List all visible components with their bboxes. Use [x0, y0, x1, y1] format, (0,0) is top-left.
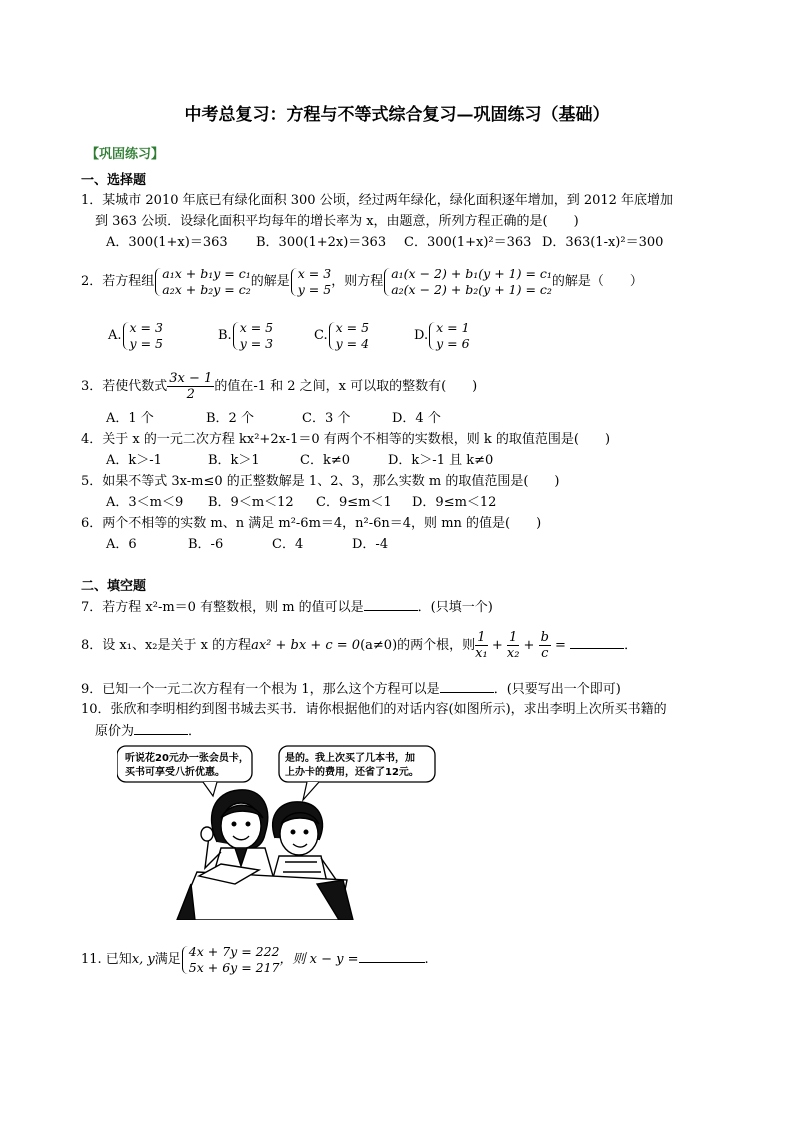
- q10-line2: [95, 722, 201, 741]
- q3-suffix: 的值在-1 和 2 之间，x 可以取的整数有( ): [214, 379, 478, 394]
- q2-mid2: ，则方程: [331, 274, 384, 289]
- q10-prefix: 原价为: [95, 724, 135, 739]
- section-choice-heading: 一、选择题: [81, 173, 147, 188]
- q2-stem: [81, 264, 643, 300]
- q4-stem: 4．关于 x 的一元二次方程 kx²+2x-1＝0 有两个不相等的实数根，则 k 的取值范围是( ): [81, 432, 611, 447]
- q8-f3-denominator: c: [541, 646, 549, 661]
- q5-stem: 5．如果不等式 3x-m≤0 的正整数解是 1、2、3，那么实数 m 的取值范围是( ): [81, 474, 560, 489]
- q9-answer-blank: [440, 680, 494, 693]
- q2-suffix: 的解是（ ）: [551, 274, 643, 289]
- q2-option-d-y: y = 6: [436, 335, 470, 351]
- q1-option-a: A．300(1+x)＝363: [106, 235, 228, 250]
- q2-option-d: [414, 318, 470, 354]
- q3-option-b: B．2 个: [206, 411, 254, 426]
- q7-suffix: ．(只填一个): [417, 600, 493, 615]
- q2-option-a-y: y = 5: [129, 335, 163, 351]
- q3-option-a: A．1 个: [106, 411, 154, 426]
- q3-stem: [81, 370, 477, 404]
- q8-answer-blank: [570, 636, 624, 649]
- q2-system-2: [383, 266, 552, 298]
- q11-stem: [81, 940, 429, 980]
- q8-stem: 8．设 x₁、x₂是关于 x 的方程ax² + bx + c = 0(a≠0)的两个根，则 $\frac{1}{\text{x₁}}$ + $\frac{1}{\text{x₂}}$ + $\frac{b}{c}$ = ．: [81, 630, 638, 661]
- q2-system-2-eq2: a₂(x − 2) + b₂(y + 1) = c₂: [391, 281, 552, 297]
- q3-numerator: 3x − 1: [169, 371, 213, 386]
- q7-prefix: 7．若方程 x²-m＝0 有整数根，则 m 的值可以是: [81, 600, 364, 615]
- q2-system-1: [154, 266, 250, 298]
- q5-option-c: C．9≤m＜1: [316, 495, 392, 510]
- q3-fraction: [167, 371, 214, 402]
- q6-option-d: D．-4: [352, 537, 389, 552]
- q2-option-b: [218, 318, 314, 354]
- q11-eq1: 4x + 7y = 222: [188, 943, 280, 959]
- q4-option-b: B．k＞1: [208, 453, 260, 468]
- q8-f3-numerator: b: [540, 630, 549, 645]
- q8-f2-numerator: 1: [507, 630, 520, 646]
- q4-option-c: C．k≠0: [300, 453, 350, 468]
- q8-suffix: ．: [624, 638, 638, 653]
- q2-option-a: [108, 318, 218, 354]
- q5-option-d: D．9≤m＜12: [412, 495, 497, 510]
- dialogue-cartoon: [117, 744, 439, 920]
- q8-f1-numerator: 1: [475, 630, 488, 646]
- q5-option-a: A．3＜m＜9: [106, 495, 184, 510]
- practice-label: 【巩固练习】: [86, 147, 165, 162]
- q11-suffix: .: [424, 952, 429, 967]
- left-bubble-tail: [203, 782, 217, 796]
- q4-option-d: D．k＞-1 且 k≠0: [388, 453, 494, 468]
- q10-line1: 10．张欣和李明相约到图书城去买书．请你根据他们的对话内容(如图所示)，求出李明上次所买书籍的: [81, 702, 667, 717]
- q11-variables: x, y: [131, 952, 155, 967]
- q3-prefix: 3．若使代数式: [81, 379, 168, 394]
- q9-stem: [81, 680, 621, 699]
- q8-f1-denominator: x₁: [475, 646, 488, 661]
- right-bubble-line1: 是的。我上次买了几本书，加: [285, 753, 415, 764]
- q6-option-b: B．-6: [188, 537, 224, 552]
- q8-f2-denominator: x₂: [506, 646, 520, 661]
- q11-mid: 满足: [154, 952, 181, 967]
- q2-options: [108, 318, 470, 354]
- q2-system-1-eq2: a₂x + b₂y = c₂: [162, 281, 251, 297]
- q8-equation: ax² + bx + c = 0: [251, 638, 361, 653]
- q1-line2: 到 363 公顷．设绿化面积平均每年的增长率为 x，由题意，所列方程正确的是( ): [95, 214, 579, 229]
- q2-mid1: 的解是: [250, 274, 290, 289]
- q2-option-b-y: y = 3: [239, 335, 274, 351]
- section-fill-heading: 二、填空题: [81, 579, 147, 594]
- q8-fraction-3: [539, 630, 551, 661]
- q7-answer-blank: [364, 598, 418, 611]
- q4-option-a: A．k＞-1: [106, 453, 162, 468]
- q1-options: [106, 234, 663, 252]
- q2-system-1-eq1: a₁x + b₁y = c₁: [162, 265, 251, 281]
- q3-options: [106, 410, 441, 428]
- q6-stem: 6．两个不相等的实数 m、n 满足 m²-6m＝4，n²-6n＝4，则 mn 的值是( ): [81, 516, 542, 531]
- q10-suffix: ．: [188, 724, 202, 739]
- q2-option-b-label: B.: [218, 328, 232, 343]
- q2-option-d-label: D.: [414, 328, 429, 343]
- right-bubble-tail: [303, 782, 319, 800]
- q5-options: [106, 494, 496, 512]
- q3-option-d: D．4 个: [392, 411, 441, 426]
- q2-option-a-x: x = 3: [129, 319, 163, 335]
- left-bubble-line1: 听说花20元办一张会员卡，: [125, 753, 249, 764]
- q1-line1: 1．某城市 2010 年底已有绿化面积 300 公顷，经过两年绿化，绿化面积逐年增加，到 2012 年底增加: [81, 193, 674, 208]
- q5-option-b: B．9＜m＜12: [208, 495, 294, 510]
- q2-option-c: [314, 318, 414, 354]
- q9-suffix: ．(只要写出一个即可): [493, 682, 621, 697]
- q2-option-a-label: A.: [108, 328, 122, 343]
- q8-fraction-2: [507, 630, 520, 661]
- q2-option-c-x: x = 5: [335, 319, 370, 335]
- page-title: 中考总复习：方程与不等式综合复习—巩固练习（基础）: [184, 105, 610, 125]
- q2-prefix: 2．若方程组: [81, 274, 155, 289]
- q1-option-c: C．300(1+x)²＝363: [404, 235, 532, 250]
- q2-option-b-system: [232, 320, 273, 352]
- q2-solution: [290, 266, 331, 298]
- q2-option-b-x: x = 5: [239, 319, 274, 335]
- cartoon-illustration: [117, 744, 439, 920]
- q8-fraction-1: [475, 630, 488, 661]
- q11-eq2: 5x + 6y = 217: [188, 959, 280, 975]
- q2-option-c-y: y = 4: [335, 335, 370, 351]
- q2-solution-y: y = 5: [297, 281, 332, 297]
- q10-answer-blank: [134, 722, 188, 735]
- q3-option-c: C．3 个: [302, 411, 351, 426]
- q1-option-d: D．363(1-x)²＝300: [542, 235, 664, 250]
- right-bubble-line2: 上办卡的费用，还省了12元。: [285, 767, 419, 778]
- q2-solution-x: x = 3: [297, 265, 332, 281]
- q8-prefix: 8．设 x₁、x₂是关于 x 的方程: [81, 638, 252, 653]
- q9-prefix: 9．已知一个一元二次方程有一个根为 1，那么这个方程可以是: [81, 682, 440, 697]
- q8-mid: (a≠0)的两个根，则: [360, 638, 476, 653]
- q6-option-c: C．4: [272, 537, 304, 552]
- q2-option-c-label: C.: [314, 328, 328, 343]
- q11-answer-blank: [359, 950, 425, 963]
- q2-option-c-system: [328, 320, 369, 352]
- q2-option-d-system: [428, 320, 469, 352]
- q2-option-d-x: x = 1: [436, 319, 470, 335]
- q11-prefix: 11. 已知: [81, 952, 132, 967]
- q6-options: [106, 536, 388, 554]
- q2-option-a-system: [122, 320, 163, 352]
- q2-system-2-eq1: a₁(x − 2) + b₁(y + 1) = c₁: [391, 265, 552, 281]
- q1-option-b: B．300(1+2x)＝363: [256, 235, 387, 250]
- q11-expression: ，则 x − y =: [279, 952, 359, 967]
- q6-option-a: A．6: [106, 537, 137, 552]
- left-bubble-line2: 买书可享受八折优惠。: [125, 767, 225, 778]
- q4-options: [106, 452, 493, 470]
- q3-denominator: 2: [186, 387, 195, 402]
- q7-stem: [81, 598, 493, 617]
- q11-system: [181, 944, 280, 976]
